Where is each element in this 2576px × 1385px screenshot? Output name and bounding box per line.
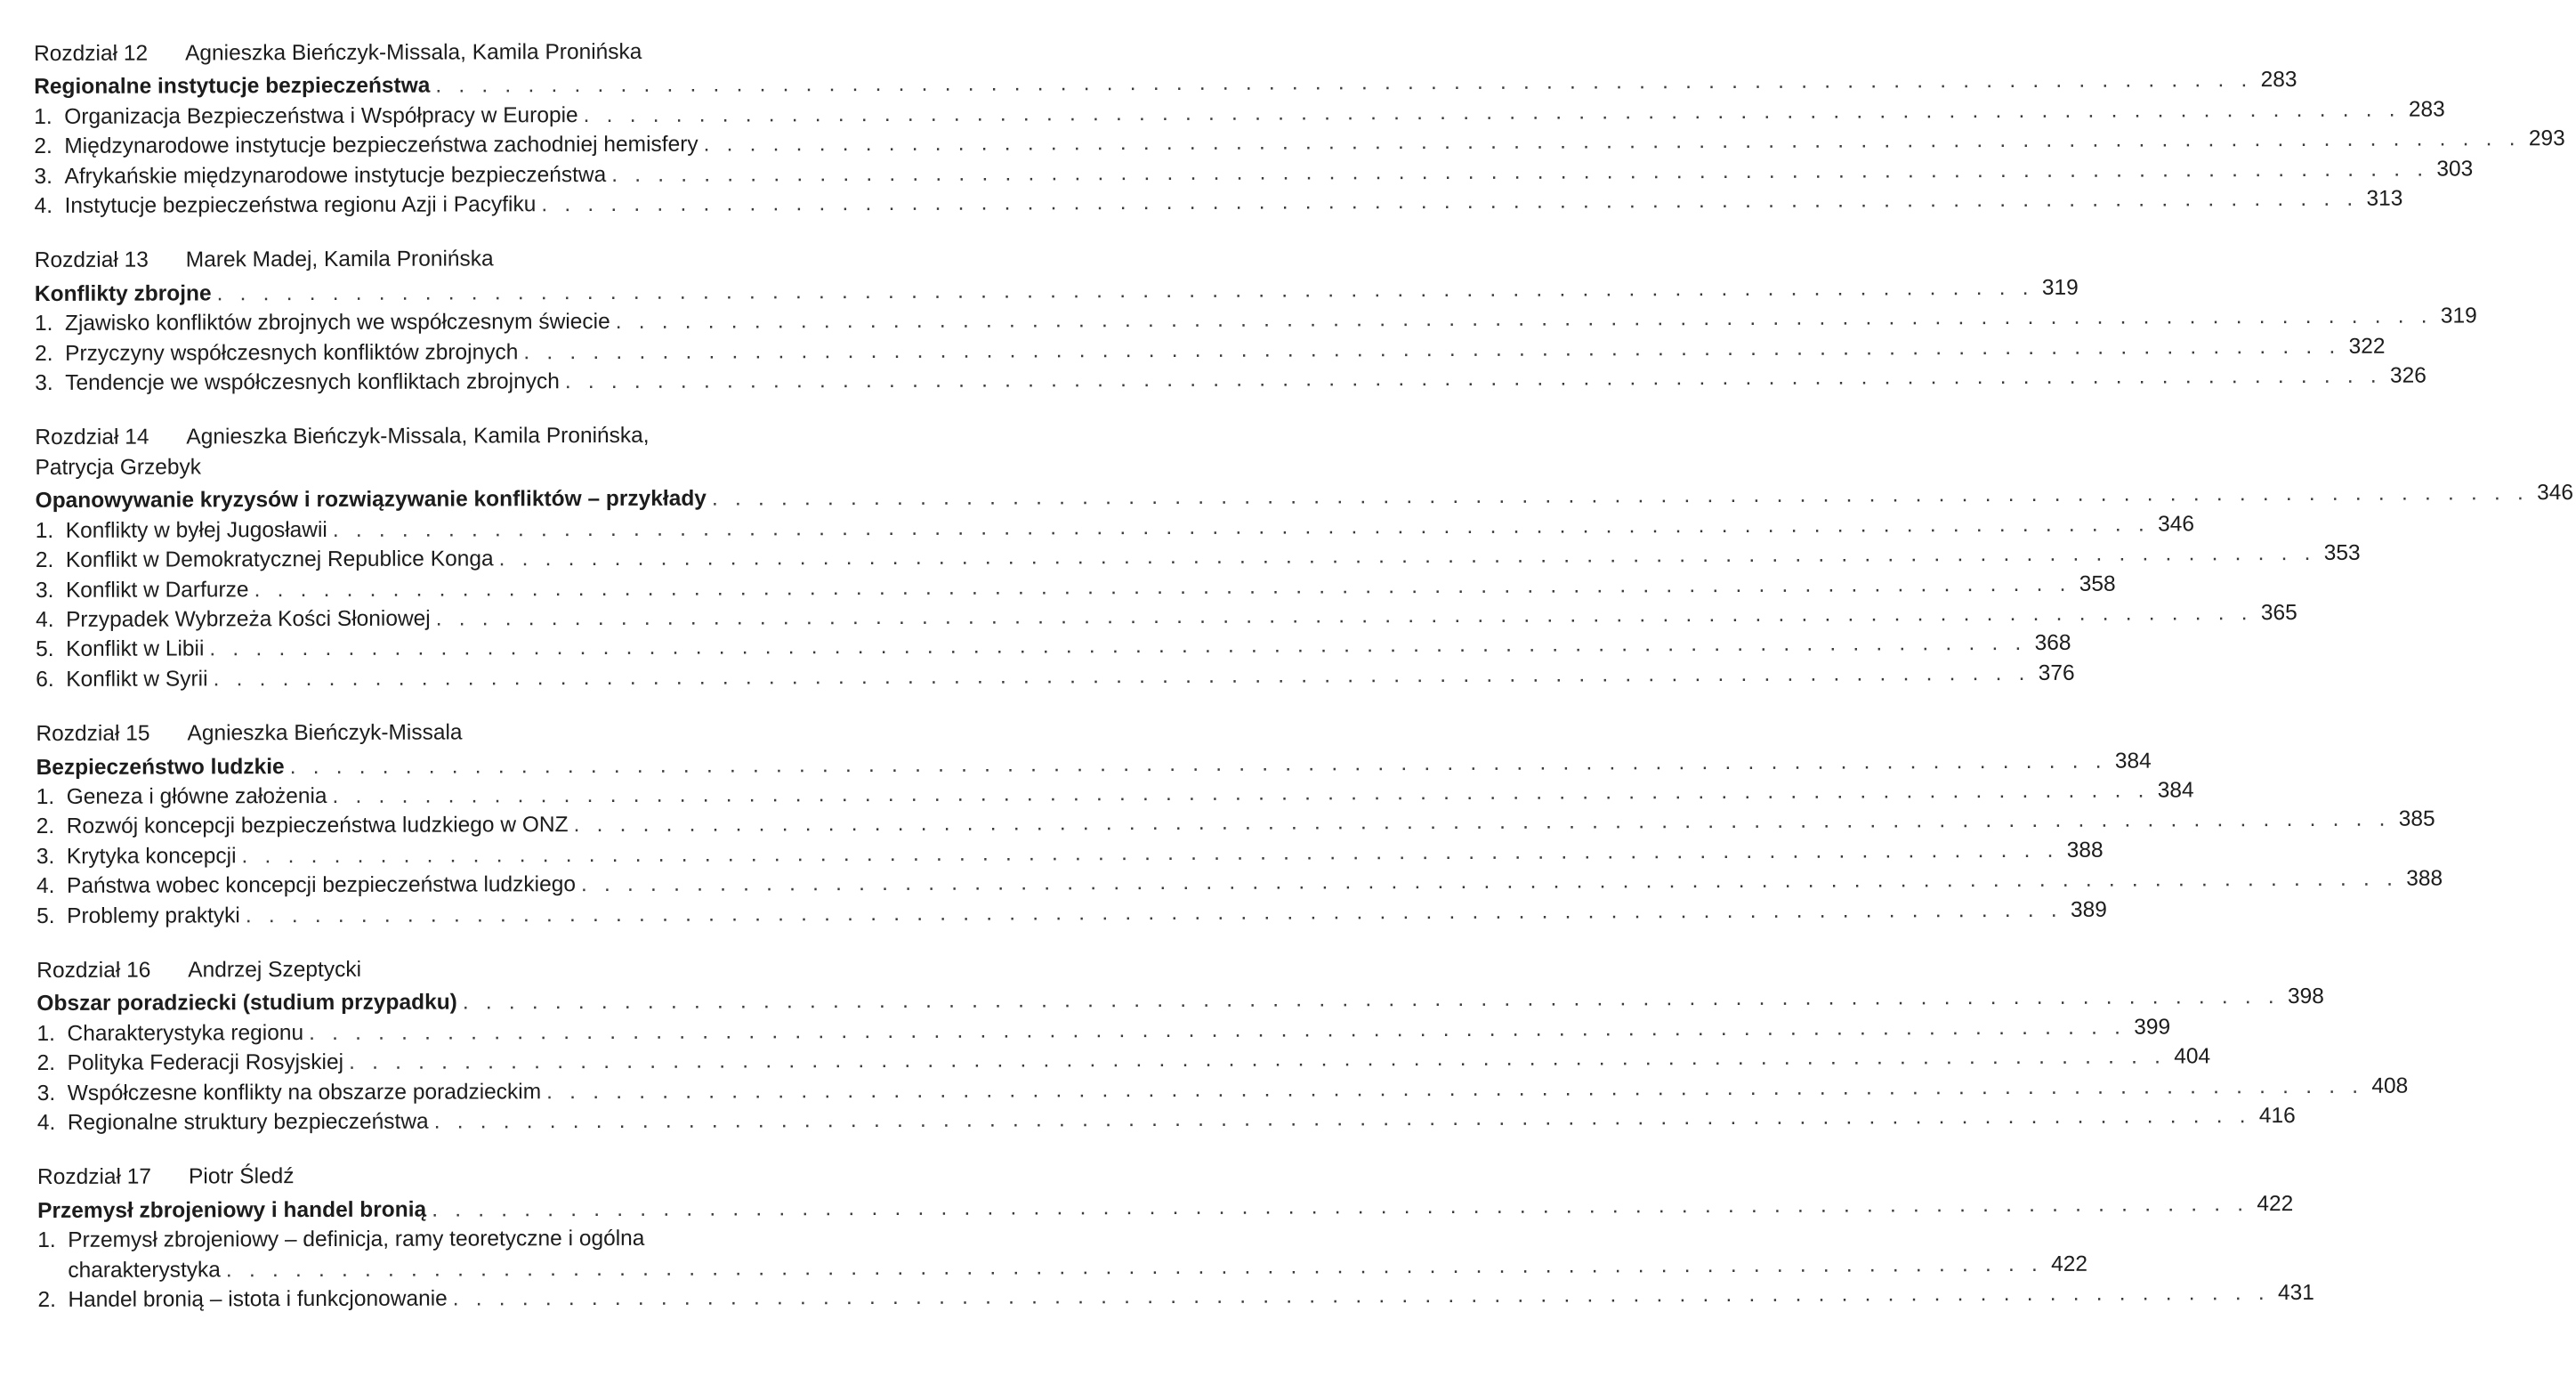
- chapter-section: [36, 717, 2443, 931]
- chapter-authors: Piotr Śledź: [188, 1164, 295, 1189]
- chapter-label: Rozdział 15: [36, 721, 150, 747]
- toc-entry: [35, 540, 2361, 575]
- leader-dots: . . . . . . . . . . . . . . . . . . . . . . . . . . . . . . . . . . . . . . . . . . . . . . . . . . . . . . . . . . . . . . . . . . . . . . . . . . . . . . .: [580, 866, 2399, 897]
- chapter-authors-continued: Patrycja Grzebyk: [35, 455, 202, 480]
- chapter-section: [35, 420, 2574, 694]
- entry-title: Regionalne struktury bezpieczeństwa: [67, 1109, 429, 1135]
- toc-entry: [36, 660, 2075, 694]
- chapter-header: [34, 36, 908, 69]
- chapter-title-line: [36, 749, 2152, 782]
- leader-dots: . . . . . . . . . . . . . . . . . . . . . . . . . . . . . . . . . . . . . . . . . . . . . . . . . . . . . . . . . . . . . . . . . . . . . . . . . . . . . . .: [309, 1015, 2127, 1045]
- page-number: 384: [2157, 778, 2194, 803]
- page-number: 322: [2348, 334, 2386, 359]
- leader-dots: . . . . . . . . . . . . . . . . . . . . . . . . . . . . . . . . . . . . . . . . . . . . . . . . . . . . . . . . . . . . . . . . . . . . . . . . . . . . . . .: [289, 749, 2107, 779]
- chapter-title-line: [37, 1191, 2294, 1226]
- leader-dots: . . . . . . . . . . . . . . . . . . . . . . . . . . . . . . . . . . . . . . . . . . . . . . . . . . . . . . . . . . . . . . . . . . . . . . . . . . . . . . .: [541, 186, 2359, 217]
- leader-dots: . . . . . . . . . . . . . . . . . . . . . . . . . . . . . . . . . . . . . . . . . . . . . . . . . . . . . . . . . . . . . . . . . . . . . . . . . . . . . . .: [245, 897, 2063, 927]
- entry-text: [36, 604, 431, 636]
- entry-number: 2.: [35, 548, 54, 573]
- toc-entry: [34, 157, 2474, 191]
- entry-text: [36, 544, 494, 575]
- leader-dots: . . . . . . . . . . . . . . . . . . . . . . . . . . . . . . . . . . . . . . . . . . . . . . . . . . . . . . . . . . . . . . . . . . . . . . . . . . . . . . .: [332, 512, 2150, 542]
- entry-title: Przyczyny współczesnych konfliktów zbrojnych: [65, 339, 519, 366]
- chapter-header: [36, 717, 909, 749]
- leader-dots: . . . . . . . . . . . . . . . . . . . . . . . . . . . . . . . . . . . . . . . . . . . . . . . . . . . . . . . . . . . . . . . . . . . . . . . . . . . . . . .: [435, 601, 2253, 631]
- toc-entry: [34, 304, 2477, 338]
- entry-title: Konflikty w byłej Jugosławii: [65, 517, 327, 543]
- entry-title: Współczesne konflikty na obszarze poradzieckim: [67, 1079, 542, 1106]
- entry-title: Polityka Federacji Rosyjskiej: [67, 1050, 344, 1076]
- page-number: 293: [2528, 126, 2565, 151]
- entry-text: [36, 515, 327, 546]
- table-of-contents: [34, 36, 2574, 1340]
- page-number: 422: [2051, 1251, 2088, 1276]
- page-number: 319: [2041, 275, 2079, 300]
- toc-entry: [34, 126, 2565, 161]
- entry-number: 1.: [34, 312, 53, 336]
- chapter-section: [34, 36, 2565, 222]
- entry-title: Tendencje we współczesnych konfliktach zbrojnych: [65, 369, 560, 395]
- chapter-label: Rozdział 12: [34, 41, 149, 66]
- page-number: 431: [2277, 1280, 2314, 1306]
- chapter-title-line: [36, 984, 2324, 1018]
- page-number: 388: [2066, 838, 2104, 863]
- page-number: 283: [2260, 68, 2297, 93]
- chapter-label: Rozdział 17: [36, 1164, 152, 1190]
- leader-dots: . . . . . . . . . . . . . . . . . . . . . . . . . . . . . . . . . . . . . . . . . . . . . . . . . . . . . . . . . . . . . . . . . . . . . . . . . . . . . . .: [462, 984, 2280, 1015]
- entry-title: Rozwój koncepcji bezpieczeństwa ludzkiego w ONZ: [66, 813, 569, 839]
- entry-title: Zjawisko konfliktów zbrojnych we współczesnym świecie: [64, 310, 610, 336]
- page-number: 353: [2323, 540, 2361, 566]
- toc-entry-first-line: [37, 1223, 911, 1255]
- entry-text: [36, 841, 237, 871]
- chapter-label: Rozdział 14: [35, 425, 149, 450]
- entry-title: Instytucje bezpieczeństwa regionu Azji i Pacyfiku: [64, 192, 537, 218]
- page-number: 303: [2436, 157, 2474, 182]
- entry-number: 2.: [36, 814, 55, 839]
- leader-dots: . . . . . . . . . . . . . . . . . . . . . . . . . . . . . . . . . . . . . . . . . . . . . . . . . . . . . . . . . . . . . . . . . . . . . . . . . . . . . . .: [546, 1073, 2364, 1104]
- page-number: 404: [2174, 1044, 2211, 1069]
- entry-number: 4.: [36, 874, 55, 899]
- leader-dots: . . . . . . . . . . . . . . . . . . . . . . . . . . . . . . . . . . . . . . . . . . . . . . . . . . . . . . . . . . . . . . . . . . . . . . . . . . . . . . .: [452, 1281, 2270, 1311]
- entry-number: 4.: [36, 1110, 56, 1135]
- toc-entry: [35, 512, 2194, 546]
- leader-dots: . . . . . . . . . . . . . . . . . . . . . . . . . . . . . . . . . . . . . . . . . . . . . . . . . . . . . . . . . . . . . . . . . . . . . . . . . . . . . . .: [711, 481, 2530, 511]
- page-number: 384: [2114, 749, 2152, 773]
- chapter-title-line: [35, 481, 2574, 515]
- entry-title: Konflikt w Demokratycznej Republice Konga: [65, 547, 494, 572]
- entry-number: 3.: [35, 578, 54, 603]
- entry-title: Międzynarodowe instytucje bezpieczeństwa zachodniej hemisfery: [64, 132, 699, 159]
- chapter-title: Przemysł zbrojeniowy i handel bronią: [37, 1197, 427, 1223]
- entry-title: Przemysł zbrojeniowy – definicja, ramy teoretyczne i ogólna: [68, 1227, 645, 1253]
- page-number: 365: [2260, 600, 2297, 626]
- entry-number: 1.: [34, 104, 52, 129]
- chapter-authors: Agnieszka Bieńczyk-Missala, Kamila Pronińska: [185, 39, 642, 66]
- entry-text: [37, 1107, 429, 1138]
- chapter-authors: Agnieszka Bieńczyk-Missala, Kamila Pronińska,: [186, 424, 650, 450]
- chapter-authors: Marek Madej, Kamila Pronińska: [185, 247, 494, 272]
- entry-text: [34, 160, 606, 191]
- entry-text: [35, 307, 610, 338]
- entry-number: 5.: [36, 637, 54, 662]
- chapter-section: [36, 953, 2409, 1138]
- chapter-title: Regionalne instytucje bezpieczeństwa: [34, 74, 431, 100]
- chapter-header: [35, 243, 908, 275]
- page-number: 389: [2070, 897, 2107, 922]
- entry-text: [36, 782, 327, 812]
- page-number: 346: [2158, 512, 2194, 537]
- entry-text: [34, 101, 577, 132]
- entry-text: [35, 337, 518, 369]
- chapter-title-line: [34, 68, 2297, 101]
- entry-title: Konflikt w Syrii: [66, 667, 208, 692]
- chapter-title-line: [34, 275, 2079, 309]
- entry-title: Przypadek Wybrzeża Kości Słoniowej: [66, 606, 431, 632]
- leader-dots: . . . . . . . . . . . . . . . . . . . . . . . . . . . . . . . . . . . . . . . . . . . . . . . . . . . . . . . . . . . . . . . . . . . . . . . . . . . . . . .: [583, 97, 2401, 127]
- page-number: 388: [2406, 866, 2443, 891]
- entry-text: [36, 870, 576, 901]
- toc-entry: [36, 1104, 2296, 1138]
- page-number: 376: [2038, 660, 2075, 685]
- chapter-label: Rozdział 16: [36, 958, 151, 983]
- toc-entry: [37, 1280, 2314, 1315]
- leader-dots: . . . . . . . . . . . . . . . . . . . . . . . . . . . . . . . . . . . . . . . . . . . . . . . . . . . . . . . . . . . . . . . . . . . . . . . . . . . . . . .: [332, 778, 2150, 808]
- entry-title-continued: charakterystyka: [68, 1257, 221, 1283]
- entry-title: Organizacja Bezpieczeństwa i Współpracy w Europie: [64, 102, 578, 129]
- chapter-header: [35, 420, 908, 452]
- toc-entry: [37, 1251, 2088, 1285]
- toc-entry: [36, 897, 2107, 930]
- entry-number: 2.: [37, 1287, 56, 1313]
- page-number: 385: [2398, 806, 2435, 831]
- entry-title: Konflikt w Libii: [66, 636, 205, 662]
- leader-dots: . . . . . . . . . . . . . . . . . . . . . . . . . . . . . . . . . . . . . . . . . . . . . . . . . . . . . . . . . . . . . . . . . . . . . . . . . . . . . . .: [611, 157, 2429, 187]
- entry-text: [37, 1077, 542, 1108]
- leader-dots: . . . . . . . . . . . . . . . . . . . . . . . . . . . . . . . . . . . . . . . . . . . . . . . . . . . . . . . . . . . . . . . . . . . . . . . . . . . . . . .: [573, 807, 2391, 838]
- entry-title: Afrykańskie międzynarodowe instytucje bezpieczeństwa: [64, 162, 607, 189]
- chapter-title: Konflikty zbrojne: [34, 281, 212, 306]
- chapter-title: Bezpieczeństwo ludzkie: [36, 754, 285, 780]
- toc-entry: [36, 631, 2071, 664]
- toc-entry: [36, 778, 2194, 812]
- entry-number: 5.: [36, 903, 55, 928]
- page-number: 422: [2257, 1191, 2294, 1216]
- entry-number: 6.: [36, 667, 54, 692]
- page-number: 408: [2371, 1073, 2409, 1098]
- leader-dots: . . . . . . . . . . . . . . . . . . . . . . . . . . . . . . . . . . . . . . . . . . . . . . . . . . . . . . . . . . . . . . . . . . . . . . . . . . . . . . .: [225, 1251, 2044, 1282]
- page-number: 319: [2440, 304, 2477, 328]
- entry-text: [36, 901, 240, 931]
- entry-number: 3.: [34, 164, 52, 189]
- toc-entry: [36, 600, 2297, 635]
- page-number: 358: [2079, 571, 2116, 596]
- entry-number: 2.: [34, 134, 52, 159]
- entry-title: Geneza i główne założenia: [66, 783, 327, 809]
- entry-number: 4.: [34, 193, 53, 219]
- chapter-header: [36, 953, 910, 985]
- entry-text: [36, 1018, 303, 1049]
- chapter-authors: Agnieszka Bieńczyk-Missala: [187, 720, 463, 746]
- entry-text: [34, 130, 698, 162]
- entry-number: 4.: [36, 607, 54, 632]
- toc-entry: [36, 1044, 2211, 1078]
- entry-text: [35, 190, 537, 221]
- chapter-title: Opanowywanie kryzysów i rozwiązywanie konfliktów – przykłady: [35, 486, 707, 514]
- entry-title: Problemy praktyki: [67, 903, 240, 928]
- toc-entry: [36, 1015, 2171, 1049]
- entry-number: 1.: [36, 1021, 55, 1046]
- entry-text: [36, 664, 207, 694]
- entry-text: [35, 367, 560, 398]
- entry-title: Handel bronią – istota i funkcjonowanie: [68, 1286, 448, 1312]
- leader-dots: . . . . . . . . . . . . . . . . . . . . . . . . . . . . . . . . . . . . . . . . . . . . . . . . . . . . . . . . . . . . . . . . . . . . . . . . . . . . . . .: [213, 660, 2031, 692]
- page-number: 283: [2408, 97, 2445, 122]
- page-number: 346: [2537, 481, 2574, 506]
- leader-dots: . . . . . . . . . . . . . . . . . . . . . . . . . . . . . . . . . . . . . . . . . . . . . . . . . . . . . . . . . . . . . . . . . . . . . . . . . . . . . . .: [498, 541, 2316, 571]
- page-number: 399: [2134, 1015, 2171, 1040]
- entry-number: 3.: [35, 370, 53, 396]
- chapter-label: Rozdział 13: [34, 248, 149, 273]
- entry-number: 1.: [35, 518, 54, 543]
- chapter-title: Obszar poradziecki (studium przypadku): [36, 990, 457, 1016]
- leader-dots: . . . . . . . . . . . . . . . . . . . . . . . . . . . . . . . . . . . . . . . . . . . . . . . . . . . . . . . . . . . . . . . . . . . . . . . . . . . . . . .: [254, 571, 2071, 602]
- entry-number: 1.: [36, 784, 55, 809]
- entry-number: 3.: [36, 844, 55, 869]
- chapter-section: [36, 1160, 2314, 1315]
- toc-entry: [36, 806, 2435, 841]
- leader-dots: . . . . . . . . . . . . . . . . . . . . . . . . . . . . . . . . . . . . . . . . . . . . . . . . . . . . . . . . . . . . . . . . . . . . . . . . . . . . . . .: [564, 363, 2382, 394]
- entry-text: [36, 575, 249, 605]
- leader-dots: . . . . . . . . . . . . . . . . . . . . . . . . . . . . . . . . . . . . . . . . . . . . . . . . . . . . . . . . . . . . . . . . . . . . . . . . . . . . . . .: [703, 126, 2521, 157]
- page-number: 416: [2258, 1104, 2296, 1129]
- entry-number: 1.: [37, 1228, 56, 1253]
- toc-entry: [34, 186, 2403, 221]
- toc-entry: [36, 1073, 2409, 1108]
- entry-text: [37, 1284, 447, 1316]
- entry-title: Krytyka koncepcji: [66, 844, 237, 869]
- entry-text: [36, 635, 204, 665]
- leader-dots: . . . . . . . . . . . . . . . . . . . . . . . . . . . . . . . . . . . . . . . . . . . . . . . . . . . . . . . . . . . . . . . . . . . . . . . . . . . . . . .: [349, 1044, 2167, 1075]
- leader-dots: . . . . . . . . . . . . . . . . . . . . . . . . . . . . . . . . . . . . . . . . . . . . . . . . . . . . . . . . . . . . . . . . . . . . . . . . . . . . . . .: [432, 1191, 2249, 1222]
- toc-entry: [34, 97, 2445, 132]
- page-number: 368: [2034, 631, 2071, 656]
- toc-entry: [35, 334, 2386, 369]
- toc-entry: [36, 866, 2443, 901]
- chapter-header: [37, 1160, 911, 1192]
- toc-entry: [35, 363, 2427, 398]
- leader-dots: . . . . . . . . . . . . . . . . . . . . . . . . . . . . . . . . . . . . . . . . . . . . . . . . . . . . . . . . . . . . . . . . . . . . . . . . . . . . . . .: [435, 68, 2253, 98]
- leader-dots: . . . . . . . . . . . . . . . . . . . . . . . . . . . . . . . . . . . . . . . . . . . . . . . . . . . . . . . . . . . . . . . . . . . . . . . . . . . . . . .: [433, 1104, 2251, 1134]
- chapter-section: [34, 243, 2477, 398]
- leader-dots: . . . . . . . . . . . . . . . . . . . . . . . . . . . . . . . . . . . . . . . . . . . . . . . . . . . . . . . . . . . . . . . . . . . . . . . . . . . . . . .: [615, 304, 2433, 335]
- leader-dots: . . . . . . . . . . . . . . . . . . . . . . . . . . . . . . . . . . . . . . . . . . . . . . . . . . . . . . . . . . . . . . . . . . . . . . . . . . . . . . .: [241, 838, 2059, 869]
- entry-title: Państwa wobec koncepcji bezpieczeństwa ludzkiego: [66, 872, 577, 899]
- entry-number: 3.: [36, 1081, 56, 1106]
- entry-text: [37, 1048, 344, 1078]
- entry-title: Charakterystyka regionu: [67, 1020, 304, 1046]
- leader-dots: . . . . . . . . . . . . . . . . . . . . . . . . . . . . . . . . . . . . . . . . . . . . . . . . . . . . . . . . . . . . . . . . . . . . . . . . . . . . . . .: [209, 631, 2027, 661]
- page-number: 326: [2389, 363, 2427, 388]
- page-number: 313: [2366, 186, 2403, 211]
- chapter-authors: Andrzej Szeptycki: [188, 957, 362, 983]
- page-number: 398: [2287, 984, 2324, 1009]
- entry-text: [36, 810, 569, 841]
- entry-number: 2.: [36, 1051, 56, 1076]
- leader-dots: . . . . . . . . . . . . . . . . . . . . . . . . . . . . . . . . . . . . . . . . . . . . . . . . . . . . . . . . . . . . . . . . . . . . . . . . . . . . . . .: [523, 334, 2341, 364]
- leader-dots: . . . . . . . . . . . . . . . . . . . . . . . . . . . . . . . . . . . . . . . . . . . . . . . . . . . . . . . . . . . . . . . . . . . . . . . . . . . . . . .: [216, 275, 2034, 306]
- entry-title: Konflikt w Darfurze: [65, 577, 249, 603]
- toc-entry: [35, 571, 2116, 604]
- toc-entry: [36, 838, 2104, 871]
- entry-number: 2.: [35, 341, 53, 366]
